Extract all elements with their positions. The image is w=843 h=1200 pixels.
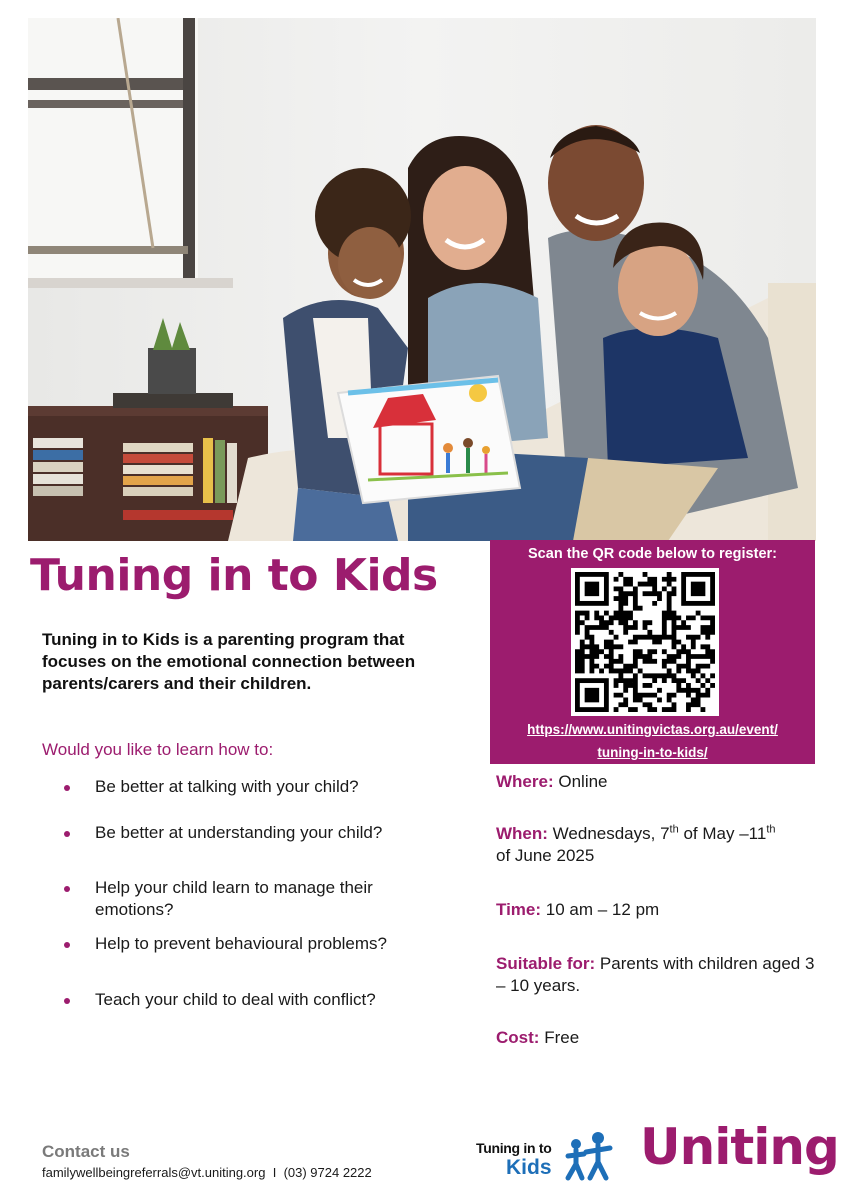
time-label: Time:: [496, 900, 542, 919]
tik-logo-line2: Kids: [506, 1156, 552, 1179]
child-drawing: [338, 376, 520, 503]
time-value: 10 am – 12 pm: [545, 900, 660, 919]
list-item: Be better at understanding your child?: [66, 822, 396, 844]
when-value: Wednesdays, 7th of May –11th of June 2025: [496, 823, 776, 865]
qr-heading: Scan the QR code below to register:: [528, 546, 777, 562]
bullet-icon: [64, 886, 70, 892]
when-label: When:: [496, 824, 548, 843]
bullet-icon: [64, 831, 70, 837]
register-link-line2[interactable]: tuning-in-to-kids/: [597, 745, 708, 760]
where-detail: [496, 771, 826, 793]
list-item: Be better at talking with your child?: [66, 776, 396, 798]
qr-code[interactable]: [571, 568, 719, 716]
contact-email[interactable]: familywellbeingreferrals@vt.uniting.org: [42, 1165, 266, 1180]
list-item: Teach your child to deal with conflict?: [66, 989, 396, 1011]
cost-detail: [496, 1027, 826, 1049]
qr-code-icon: [571, 568, 719, 716]
register-link-line1[interactable]: https://www.unitingvictas.org.au/event/: [527, 722, 778, 737]
intro-paragraph: Tuning in to Kids is a parenting program that focuses on the emotional connection between parents/carers and their children.: [42, 630, 416, 693]
contact-phone[interactable]: (03) 9724 2222: [283, 1165, 372, 1180]
qr-register-panel: [490, 540, 815, 764]
tuning-in-to-kids-logo: [476, 1130, 616, 1182]
family-photo: [28, 18, 816, 541]
learn-question-heading: Would you like to learn how to:: [42, 740, 274, 759]
cost-value: Free: [544, 1028, 580, 1047]
cost-label: Cost:: [496, 1028, 540, 1047]
suitable-detail: [496, 953, 816, 997]
uniting-logo: Uniting: [640, 1118, 839, 1176]
time-detail: [496, 899, 826, 921]
page-title: Tuning in to Kids: [30, 550, 438, 601]
contact-title: Contact us: [42, 1142, 130, 1161]
suitable-value: Parents with children aged 3 – 10 years.: [496, 954, 815, 995]
tik-logo-line1: Tuning in to: [476, 1140, 552, 1156]
bullet-icon: [64, 785, 70, 791]
contact-separator: I: [272, 1165, 277, 1180]
bullet-icon: [64, 998, 70, 1004]
where-label: Where:: [496, 772, 554, 791]
list-item: Help to prevent behavioural problems?: [66, 933, 396, 955]
contact-line: [42, 1165, 372, 1180]
suitable-label: Suitable for:: [496, 954, 596, 973]
bullet-icon: [64, 942, 70, 948]
when-detail: [496, 823, 826, 867]
list-item: Help your child learn to manage their emotions?: [66, 877, 396, 921]
family-figures-icon: [560, 1130, 616, 1182]
where-value: Online: [558, 772, 608, 791]
register-link[interactable]: [490, 718, 815, 764]
